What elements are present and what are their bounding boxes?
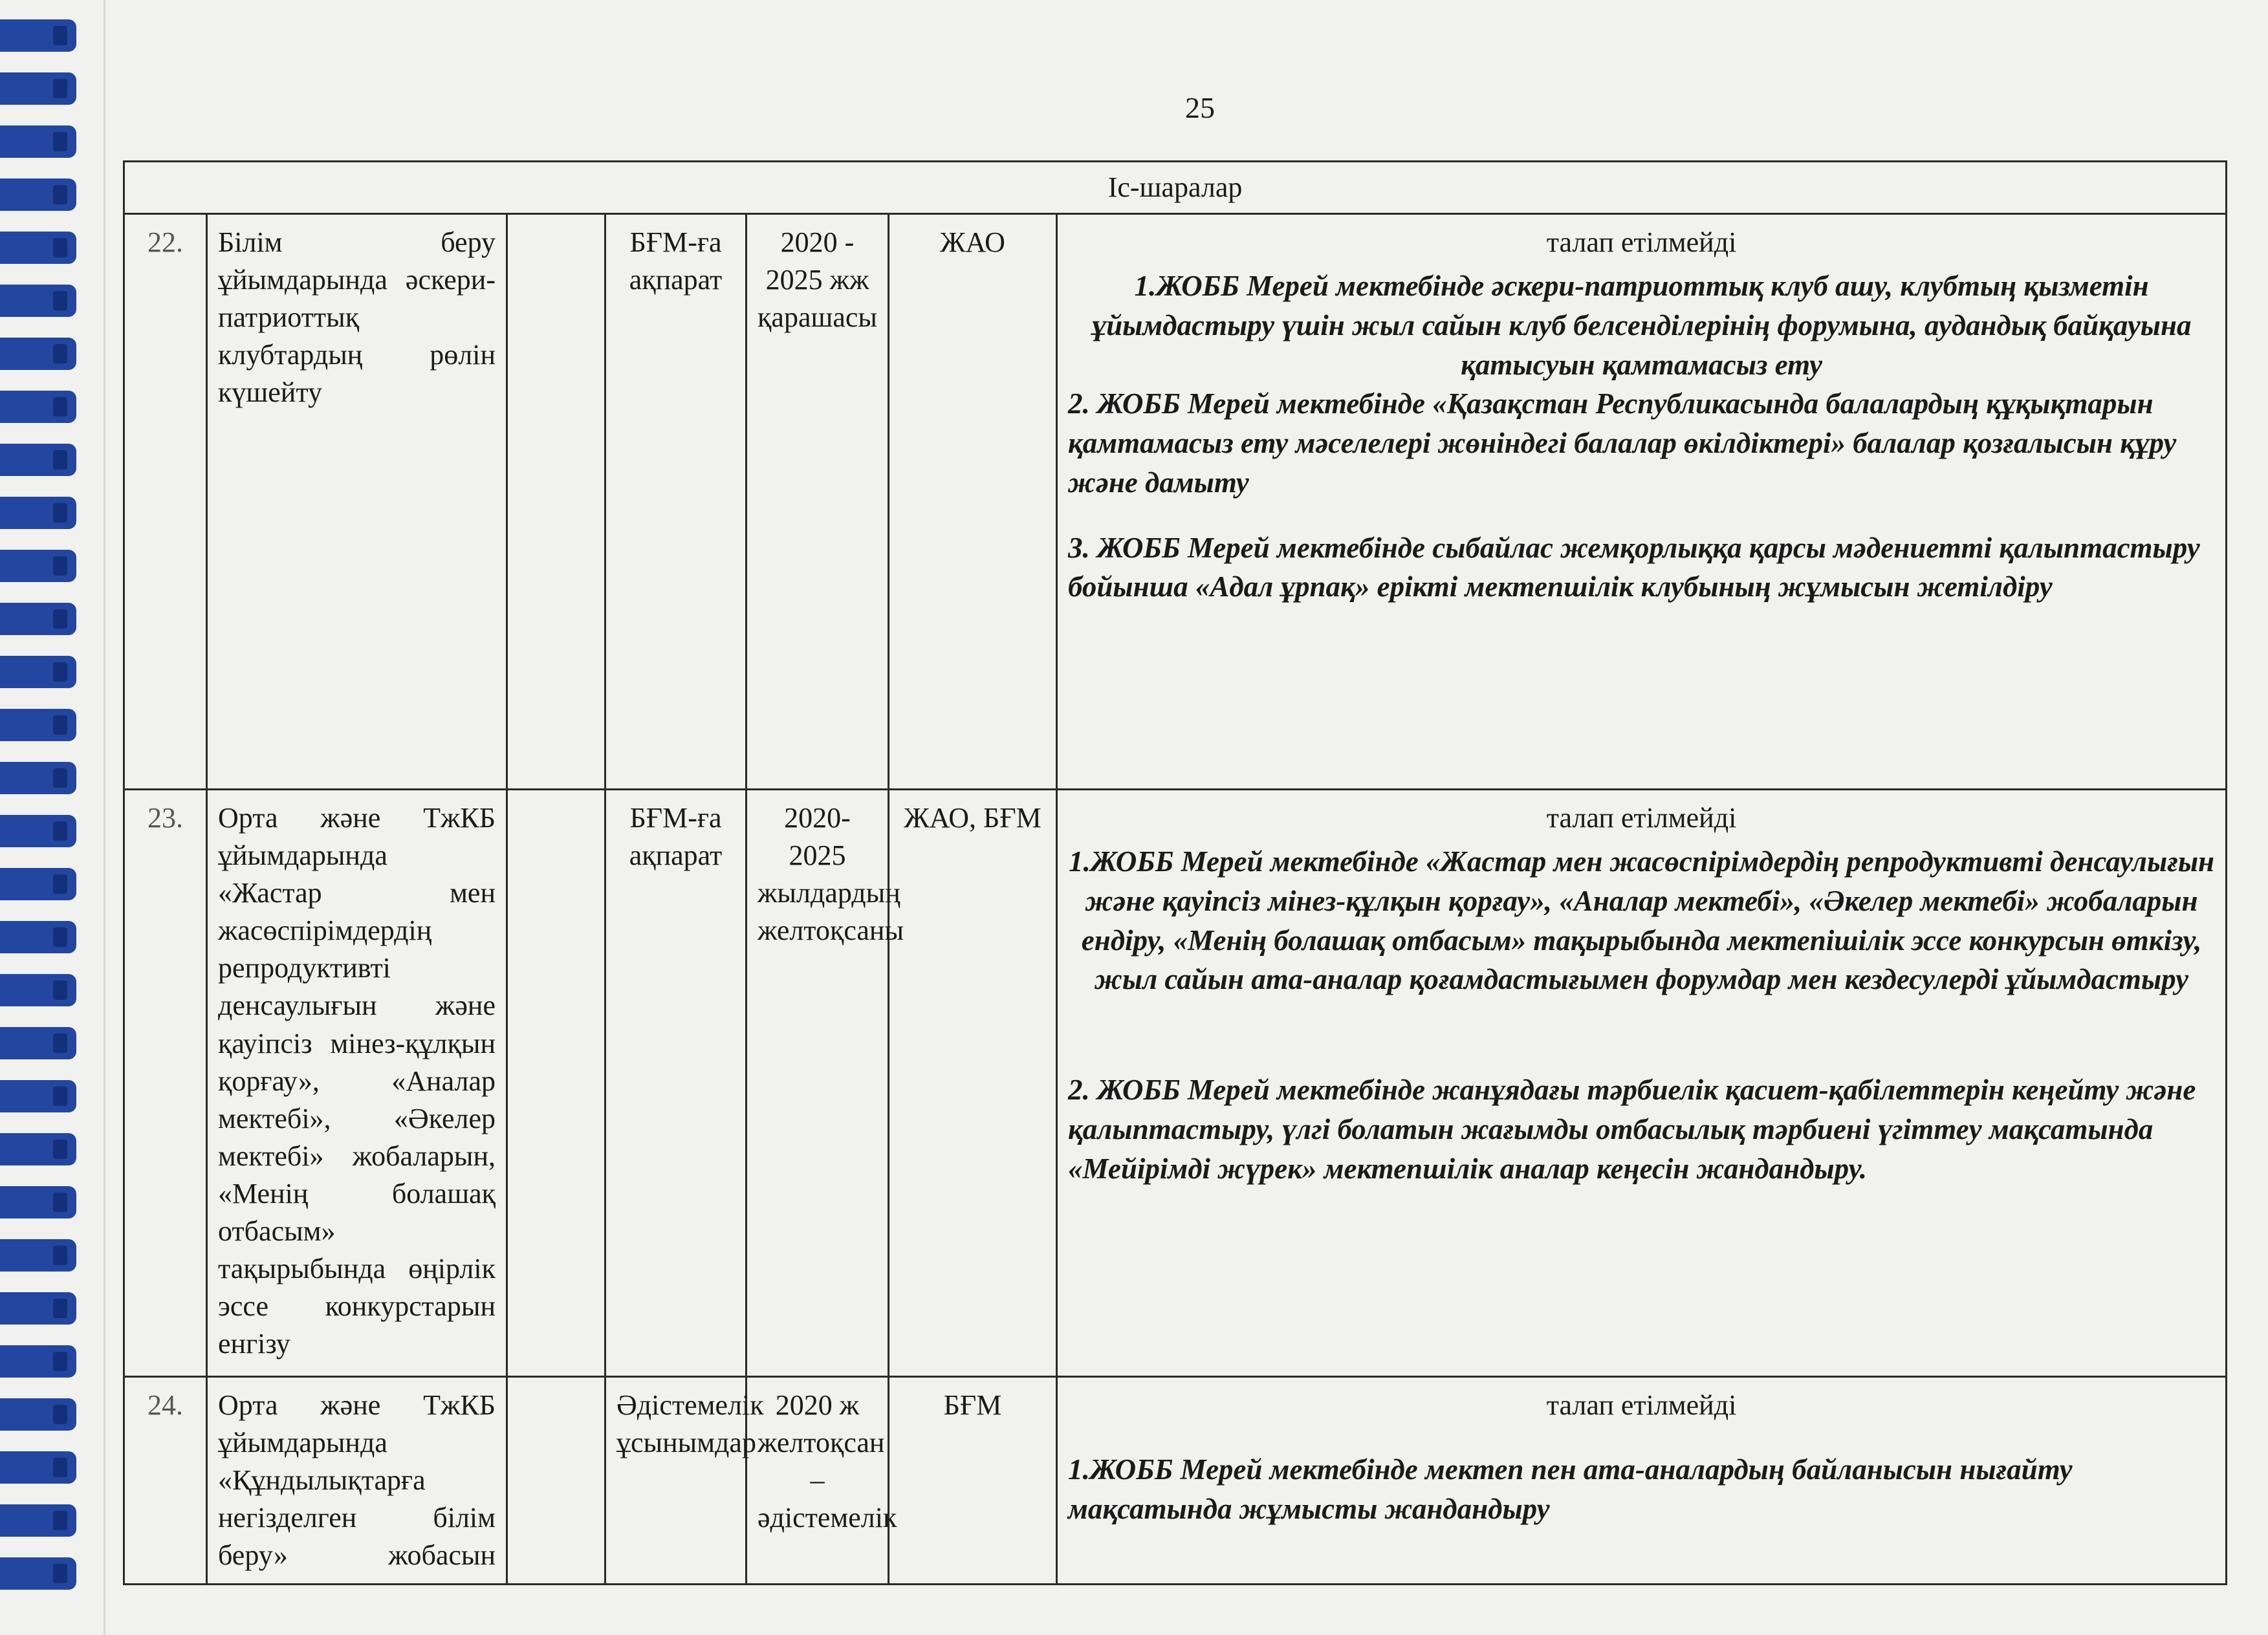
implementation-item: 2. ЖОББ Мерей мектебінде жанұядағы тәрбиелік қасиет-қабілеттерін кеңейту және қалыптастыру, үлгі болатын жағымды отбасылық тәрбиені үгіттеу мақсатында «Мейірімді жүрек» мектепшілік аналар кеңесін жандандыру. xyxy=(1068,1074,2196,1185)
deadline: 2020 ж желтоқсан – әдістемелік xyxy=(747,1377,889,1585)
table-row xyxy=(124,1377,2227,1585)
row-number: 23. xyxy=(124,790,207,1377)
measure-name: Орта және ТжКБ ұйымдарында «Жастар мен жасөспірімдердің репродуктивті денсаулығын және қауіпсіз мінез-құлқын қорғау», «Аналар мектебі», «Әкелер мектебі» жобаларын, «Менің болашақ отбасым» тақырыбында өңірлік эссе конкурстарын енгізу xyxy=(207,790,507,1377)
implementation-item: 1.ЖОББ Мерей мектебінде әскери-патриоттық клуб ашу, клубтың қызметін ұйымдастыру үшін жыл сайын клуб белсенділерінің форумына, аудандық байқауына қатысуын қамтамасыз ету xyxy=(1091,270,2192,381)
status-text: талап етілмейді xyxy=(1546,226,1737,259)
row-number: 24. xyxy=(124,1377,207,1585)
section-header-row xyxy=(124,162,2227,214)
measure-name: Орта және ТжКБ ұйымдарында «Құндылықтарға негізделген білім беру» жобасын xyxy=(207,1377,507,1585)
section-title: Іс-шаралар xyxy=(124,162,2227,214)
implementation-cell xyxy=(1057,790,2227,1377)
implementation-cell xyxy=(1057,1377,2227,1585)
spiral-binding xyxy=(0,0,97,1635)
empty-cell xyxy=(507,214,605,790)
responsible: ЖАО, БҒМ xyxy=(889,790,1057,1377)
implementation-item: 1.ЖОББ Мерей мектебінде «Жастар мен жасөспірімдердің репродуктивті денсаулығын және қауіпсіз мінез-құлқын қорғау», «Аналар мектебі», «Әкелер мектебі» жобаларын ендіру, «Менің болашақ отбасым» тақырыбында мектепішілік эссе конкурсын өткізу, жыл сайын ата-аналар қоғамдастығымен форумдар мен кездесулерді ұйымдастыру xyxy=(1069,845,2215,996)
report-form: БҒМ-ға ақпарат xyxy=(605,214,747,790)
table-row xyxy=(124,790,2227,1377)
status-text: талап етілмейді xyxy=(1546,802,1737,834)
page-number: 25 xyxy=(1185,91,1215,124)
status-text: талап етілмейді xyxy=(1546,1389,1737,1422)
measures-table xyxy=(123,160,2227,1585)
implementation-item: 2. ЖОББ Мерей мектебінде «Қазақстан Республикасында балалардың құқықтарын қамтамасыз ету мәселелері жөніндегі балалар өкілдіктері» балалар қозғалысын құру және дамыту xyxy=(1068,387,2177,499)
report-form: Әдістемелік ұсынымдар xyxy=(605,1377,747,1585)
empty-cell xyxy=(507,790,605,1377)
empty-cell xyxy=(507,1377,605,1585)
deadline: 2020-2025 жылдардың желтоқсаны xyxy=(747,790,889,1377)
report-form: БҒМ-ға ақпарат xyxy=(605,790,747,1377)
implementation-item: 3. ЖОББ Мерей мектебінде сыбайлас жемқорлыққа қарсы мәдениетті қалыптастыру бойынша «Адал ұрпақ» ерікті мектепшілік клубының жұмысын жетілдіру xyxy=(1068,531,2200,603)
responsible: БҒМ xyxy=(889,1377,1057,1585)
row-number: 22. xyxy=(124,214,207,790)
implementation-item: 1.ЖОББ Мерей мектебінде мектеп пен ата-аналардың байланысын нығайту мақсатында жұмысты жандандыру xyxy=(1068,1453,2073,1525)
table-row xyxy=(124,214,2227,790)
responsible: ЖАО xyxy=(889,214,1057,790)
implementation-cell xyxy=(1057,214,2227,790)
measure-name: Білім беру ұйымдарында әскери-патриоттық клубтардың рөлін күшейту xyxy=(207,214,507,790)
deadline: 2020 - 2025 жж қарашасы xyxy=(747,214,889,790)
